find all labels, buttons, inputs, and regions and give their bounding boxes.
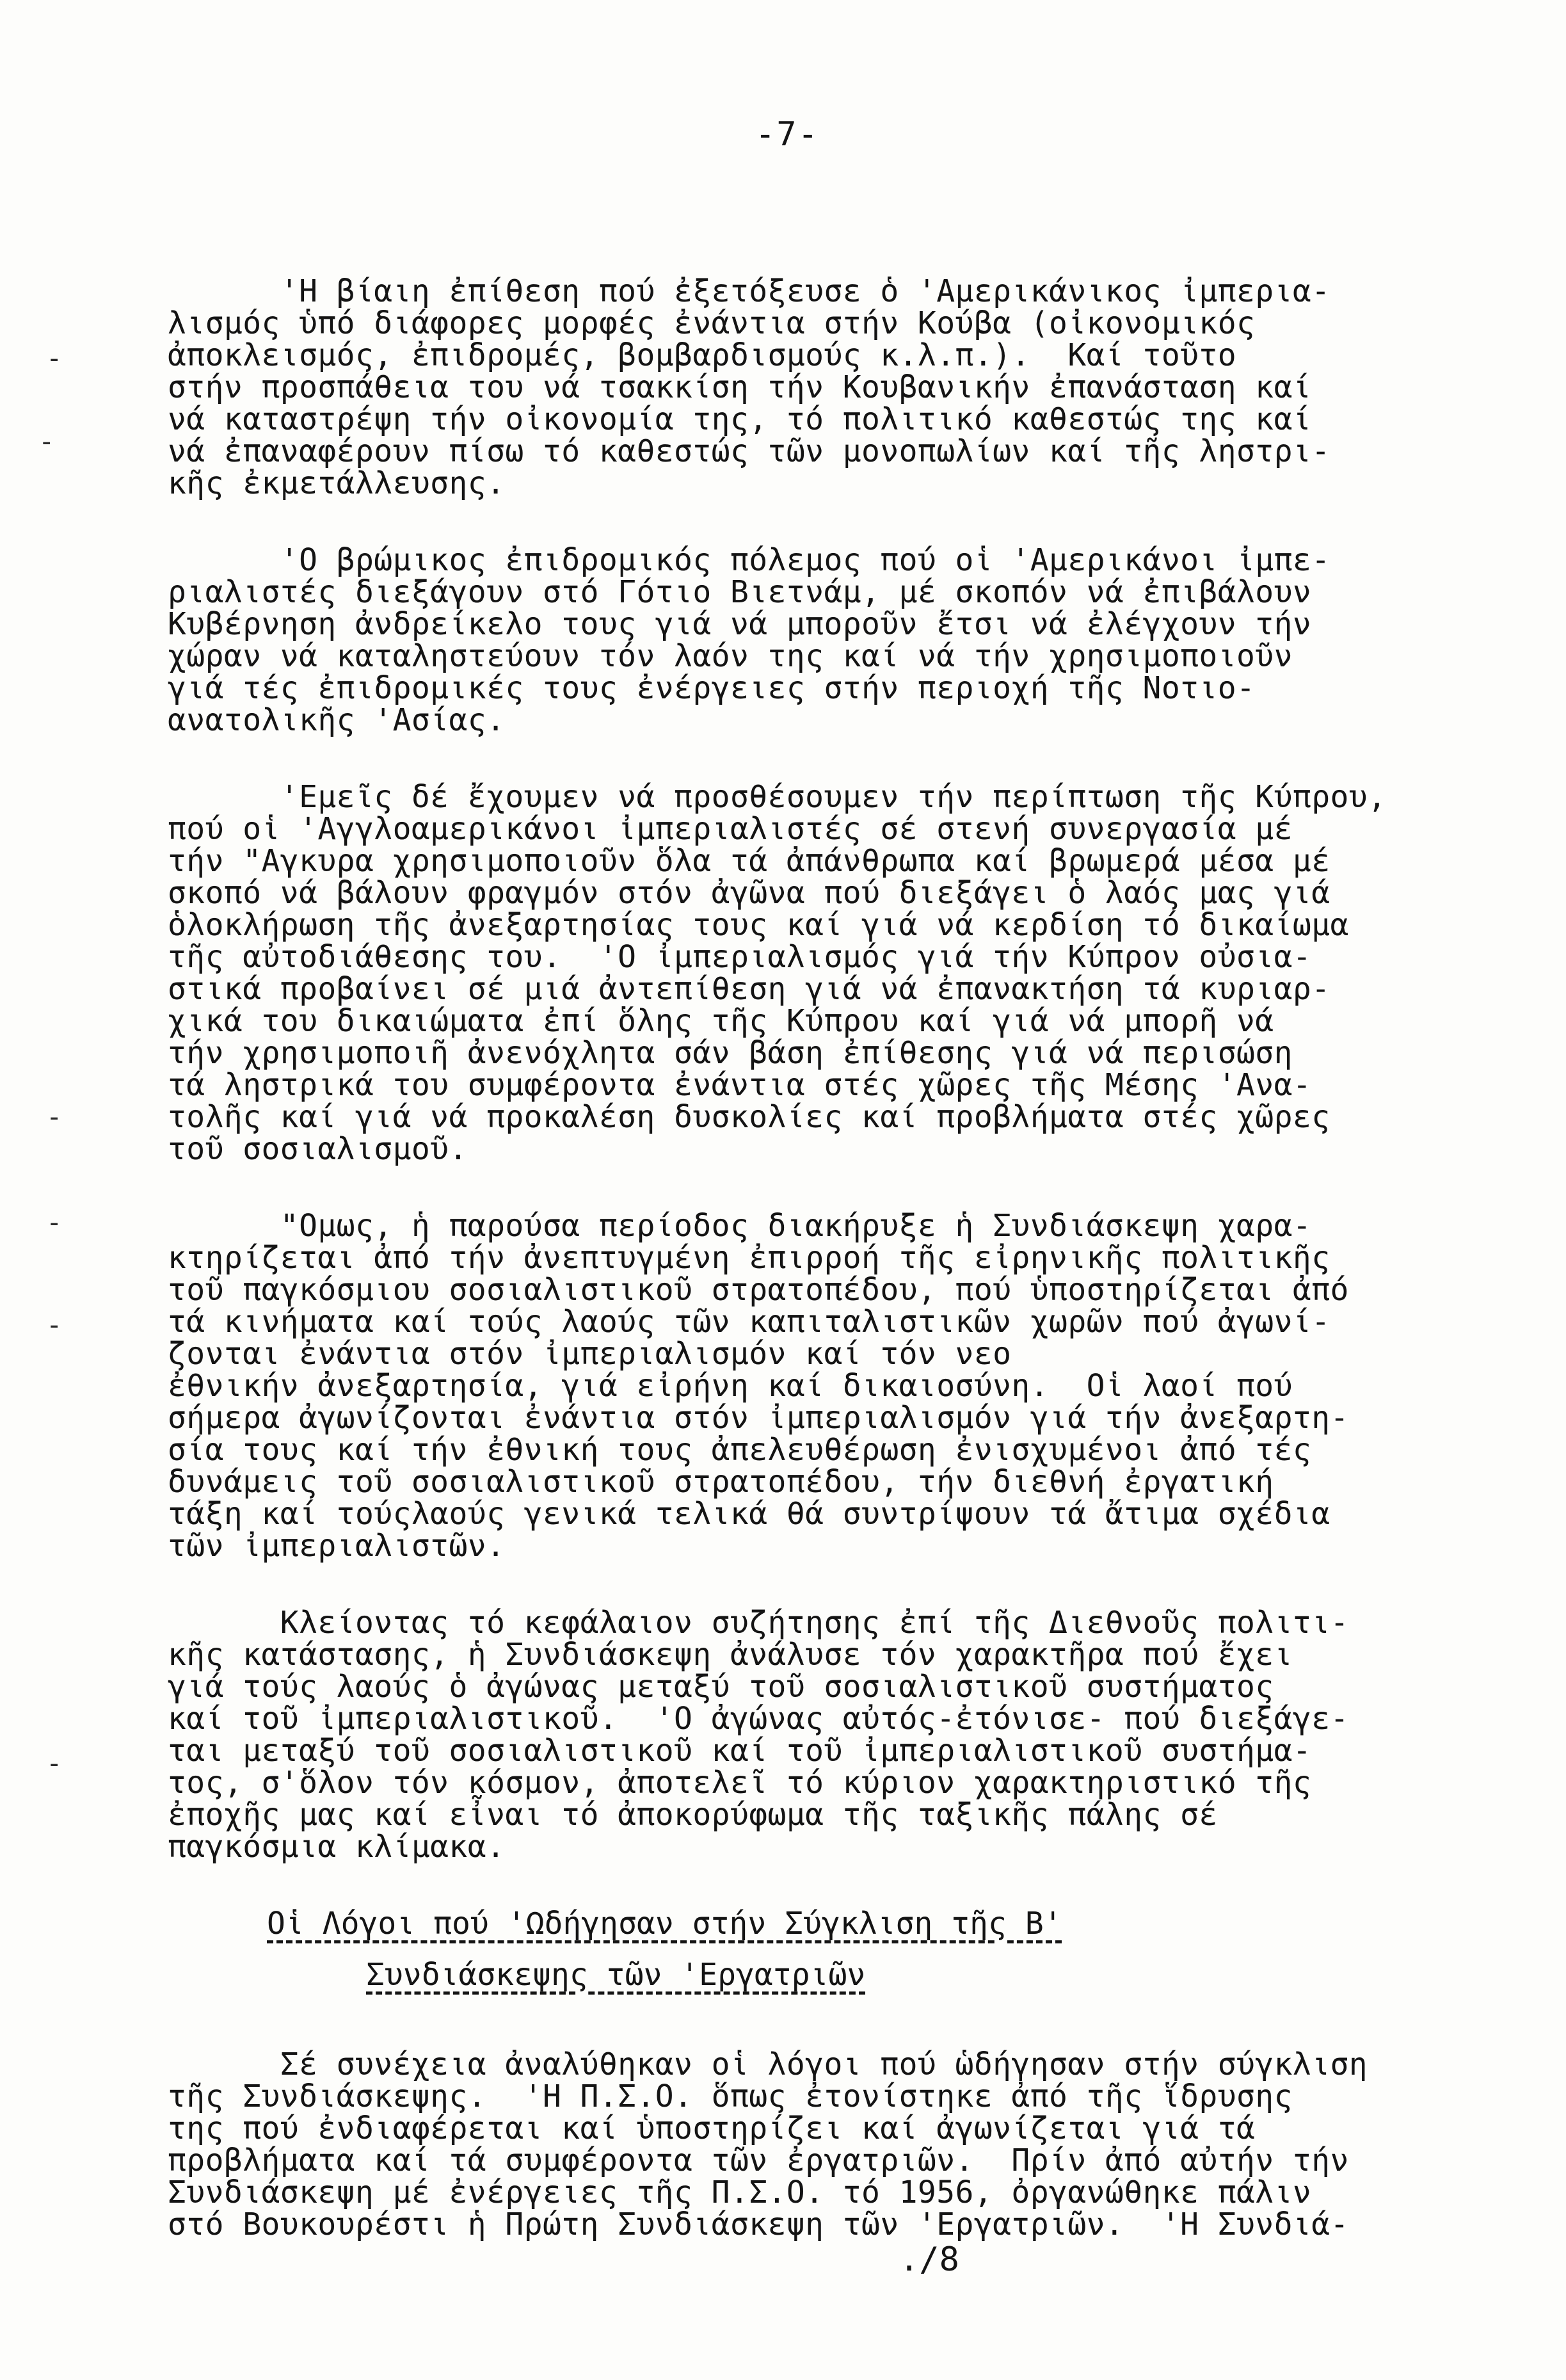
text-line: χικά του δικαιώματα ἐπί ὅλης τῆς Κύπρου καί γιά νά μπορῆ νά — [168, 1003, 1274, 1039]
text-line: 'Ο βρώμικος ἐπιδρομικός πόλεμος πού οἱ 'Αμερικάνοι ἰμπε- — [168, 542, 1330, 578]
text-line: τῆς Συνδιάσκεψης. 'Η Π.Σ.Ο. ὅπως ἐτονίστηκε ἀπό τῆς ἵδρυσης — [168, 2078, 1293, 2114]
text-line: ανατολικῆς 'Ασίας. — [168, 702, 506, 738]
text-line: προβλήματα καί τά συμφέροντα τῶν ἐργατριῶν. Πρίν ἀπό αὐτήν τήν — [168, 2143, 1349, 2178]
text-line: σκοπό νά βάλουν φραγμόν στόν ἀγῶνα πού διεξάγει ὁ λαός μας γιά — [168, 875, 1330, 911]
text-line: ἀποκλεισμός, ἐπιδρομές, βομβαρδισμούς κ.λ.π.). Καί τοῦτο — [168, 337, 1237, 373]
section-heading — [168, 1908, 1422, 1991]
heading-line-1: Οἱ Λόγοι πού 'Ωδήγησαν στήν Σύγκλιση τῆς Β' — [267, 1906, 1062, 1942]
text-line: τήν "Αγκυρα χρησιμοποιοῦν ὅλα τά ἀπάνθρωπα καί βρωμερά μέσα μέ — [168, 843, 1330, 879]
text-line: γιά τές ἐπιδρομικές τους ἐνέργειες στήν περιοχή τῆς Νοτιο- — [168, 670, 1256, 706]
text-line: ἐποχῆς μας καί εἶναι τό ἀποκορύφωμα τῆς ταξικῆς πάλης σέ — [168, 1797, 1218, 1833]
text-line: Κυβέρνηση ἀνδρείκελο τους γιά νά μποροῦν ἔτσι νά ἐλέγχουν τήν — [168, 606, 1312, 642]
text-line: Κλείοντας τό κεφάλαιον συζήτησης ἐπί τῆς Διεθνοῦς πολιτι- — [168, 1605, 1349, 1641]
text-line: σήμερα ἀγωνίζονται ἐνάντια στόν ἰμπεριαλισμόν γιά τήν ἀνεξαρτη- — [168, 1400, 1349, 1436]
text-line: γιά τούς λαούς ὁ ἀγώνας μεταξύ τοῦ σοσιαλιστικοῦ συστήματος — [168, 1669, 1274, 1705]
body-text — [168, 275, 1422, 2285]
text-line: ὁλοκλήρωση τῆς ἀνεξαρτησίας τους καί γιά νά κερδίση τό δικαίωμα — [168, 907, 1349, 943]
margin-mark: - — [46, 1101, 63, 1132]
text-line: νά καταστρέψη τήν οἰκονομία της, τό πολιτικό καθεστώς της καί — [168, 401, 1312, 437]
text-line: στήν προσπάθεια του νά τσακκίση τήν Κουβανικήν ἐπανάσταση καί — [168, 369, 1312, 405]
paragraph-5 — [168, 1607, 1422, 1863]
margin-mark: - — [46, 1748, 63, 1779]
margin-mark: - — [38, 426, 55, 457]
margin-mark: - — [46, 342, 63, 374]
text-line: τά κινήματα καί τούς λαούς τῶν καπιταλιστικῶν χωρῶν πού ἀγωνί- — [168, 1304, 1330, 1340]
text-line: καί τοῦ ἰμπεριαλιστικοῦ. 'Ο ἀγώνας αὐτός-ἐτόνισε- πού διεξάγε- — [168, 1701, 1349, 1737]
text-line: κῆς ἐκμετάλλευσης. — [168, 465, 506, 501]
text-line: λισμός ὑπό διάφορες μορφές ἐνάντια στήν Κούβα (οἰκονομικός — [168, 305, 1256, 341]
text-line: της πού ἐνδιαφέρεται καί ὑποστηρίζει καί ἀγωνίζεται γιά τά — [168, 2111, 1256, 2146]
paragraph-3 — [168, 781, 1422, 1165]
text-line: κτηρίζεται ἀπό τήν ἀνεπτυγμένη ἐπιρροή τῆς εἰρηνικῆς πολιτικῆς — [168, 1240, 1330, 1276]
text-line: τά ληστρικά του συμφέροντα ἐνάντια στές χῶρες τῆς Μέσης 'Ανα- — [168, 1067, 1312, 1103]
text-line: τοῦ παγκόσμιου σοσιαλιστικοῦ στρατοπέδου, πού ὑποστηρίζεται ἀπό — [168, 1272, 1349, 1308]
text-line: στικά προβαίνει σέ μιά ἀντεπίθεση γιά νά ἐπανακτήση τά κυριαρ- — [168, 971, 1330, 1007]
text-line: ται μεταξύ τοῦ σοσιαλιστικοῦ καί τοῦ ἰμπεριαλιστικοῦ συστήμα- — [168, 1733, 1312, 1769]
text-line: 'Η βίαιη ἐπίθεση πού ἐξετόξευσε ὁ 'Αμερικάνικος ἰμπερια- — [168, 273, 1330, 309]
text-line: τολῆς καί γιά νά προκαλέση δυσκολίες καί προβλήματα στές χῶρες — [168, 1099, 1330, 1135]
text-line: στό Βουκουρέστι ἡ Πρώτη Συνδιάσκεψη τῶν 'Εργατριῶν. 'Η Συνδιά- — [168, 2207, 1349, 2242]
text-line: τοῦ σοσιαλισμοῦ. — [168, 1131, 468, 1167]
text-line: ζονται ἐνάντια στόν ἰμπεριαλισμόν καί τόν νεο — [168, 1336, 1012, 1372]
text-line: τήν χρησιμοποιῆ ἀνενόχλητα σάν βάση ἐπίθεσης γιά νά περισώση — [168, 1035, 1293, 1071]
paragraph-2 — [168, 544, 1422, 736]
text-line: κῆς κατάστασης, ἡ Συνδιάσκεψη ἀνάλυσε τόν χαρακτῆρα πού ἔχει — [168, 1637, 1293, 1673]
text-line: νά ἐπαναφέρουν πίσω τό καθεστώς τῶν μονοπωλίων καί τῆς ληστρι- — [168, 433, 1330, 469]
heading-line-2: Συνδιάσκεψης τῶν 'Εργατριῶν — [366, 1957, 866, 1993]
continuation-marker: ./8 — [899, 2240, 959, 2279]
text-line: παγκόσμια κλίμακα. — [168, 1829, 506, 1865]
text-line: ἐθνικήν ἀνεξαρτησία, γιά εἰρήνη καί δικαιοσύνη. Οἱ λαοί πού — [168, 1368, 1293, 1404]
text-line: τῆς αὐτοδιάθεσης του. 'Ο ἰμπεριαλισμός γιά τήν Κύπρον οὐσια- — [168, 939, 1312, 975]
text-line: πού οἱ 'Αγγλοαμερικάνοι ἰμπεριαλιστές σέ στενή συνεργασία μέ — [168, 811, 1293, 847]
text-line: Σέ συνέχεια ἀναλύθηκαν οἱ λόγοι πού ὡδήγησαν στήν σύγκλιση — [168, 2046, 1368, 2082]
text-line: "Ομως, ἡ παρούσα περίοδος διακήρυξε ἡ Συνδιάσκεψη χαρα- — [168, 1208, 1312, 1244]
text-line: δυνάμεις τοῦ σοσιαλιστικοῦ στρατοπέδου, τήν διεθνή ἐργατική — [168, 1464, 1274, 1500]
paragraph-1 — [168, 275, 1422, 499]
text-line: χώραν νά καταληστεύουν τόν λαόν της καί νά τήν χρησιμοποιοῦν — [168, 638, 1293, 674]
text-line: τάξη καί τούςλαούς γενικά τελικά θά συντρίψουν τά ἄτιμα σχέδια — [168, 1496, 1330, 1532]
margin-mark: - — [46, 1207, 63, 1238]
text-line: τος, σ'ὅλον τόν κόσμον, ἀποτελεῖ τό κύριον χαρακτηριστικό τῆς — [168, 1765, 1312, 1801]
text-line: τῶν ἰμπεριαλιστῶν. — [168, 1528, 506, 1564]
paragraph-4 — [168, 1210, 1422, 1562]
text-line: σία τους καί τήν ἐθνική τους ἀπελευθέρωση ἐνισχυμένοι ἀπό τές — [168, 1432, 1312, 1468]
margin-mark: - — [46, 1309, 63, 1340]
text-line: ριαλιστές διεξάγουν στό Γότιο Βιετνάμ, μέ σκοπόν νά ἐπιβάλουν — [168, 574, 1312, 610]
text-line: 'Εμεῖς δέ ἔχουμεν νά προσθέσουμεν τήν περίπτωση τῆς Κύπρου, — [168, 779, 1387, 815]
page-number: -7- — [755, 115, 819, 154]
text-line: Συνδιάσκεψη μέ ἐνέργειες τῆς Π.Σ.Ο. τό 1956, ὀργανώθηκε πάλιν — [168, 2175, 1312, 2210]
paragraph-6 — [168, 2048, 1422, 2240]
